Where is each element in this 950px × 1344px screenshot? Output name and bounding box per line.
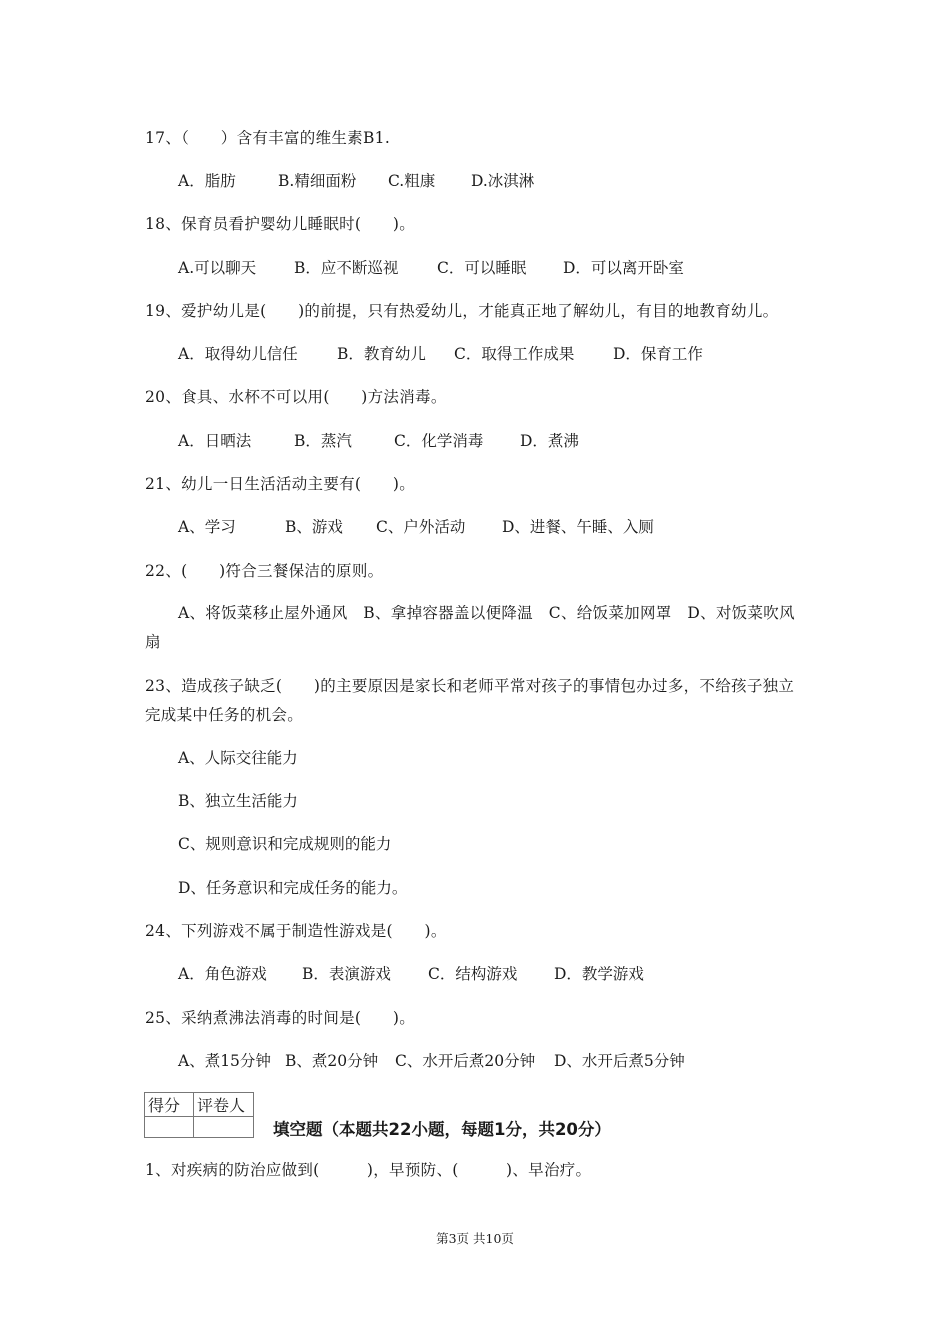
option-c: C．结构游戏 [428, 965, 518, 983]
option-c: C、水开后煮20分钟 [395, 1052, 536, 1070]
option-a: A.可以聊天 [178, 259, 257, 277]
option-a: A．脂肪 [178, 172, 236, 190]
option-d: D．煮沸 [520, 432, 579, 450]
option-c: C．可以睡眠 [437, 259, 527, 277]
option-b: B．表演游戏 [302, 965, 391, 983]
section-title: 填空题（本题共22小题，每题1分，共20分） [273, 1120, 611, 1139]
question-22-options: A、将饭菜移止屋外通风 B、拿掉容器盖以便降温 C、给饭菜加网罩 D、对饭菜吹风扇 [145, 604, 795, 651]
question-24-options [178, 964, 644, 984]
question-25-options [178, 1051, 685, 1071]
option-d: D．教学游戏 [554, 965, 644, 983]
question-25-stem: 25、采纳煮沸法消毒的时间是( )。 [145, 1009, 416, 1027]
option-b: B、煮20分钟 [285, 1052, 379, 1070]
question-22-stem: 22、( )符合三餐保洁的原则。 [145, 562, 384, 580]
score-label: 得分 [145, 1093, 194, 1117]
page-footer: 第3页 共10页 [436, 1231, 514, 1246]
grader-cell[interactable] [194, 1117, 254, 1138]
question-18-options [178, 258, 684, 278]
question-17-options [178, 171, 534, 191]
option-a: A．日晒法 [178, 432, 252, 450]
option-b: B．蒸汽 [294, 432, 352, 450]
question-21-stem: 21、幼儿一日生活活动主要有( )。 [145, 475, 416, 493]
option-a: A、学习 [178, 518, 236, 536]
option-a: A、煮15分钟 [178, 1052, 271, 1070]
option-b: B．教育幼儿 [337, 345, 426, 363]
question-18-stem: 18、保育员看护婴幼儿睡眠时( )。 [145, 215, 416, 233]
question-17-stem: 17、（ ）含有丰富的维生素B1. [145, 129, 391, 147]
option-a: A．角色游戏 [178, 965, 267, 983]
question-23-option-c: C、规则意识和完成规则的能力 [178, 835, 392, 853]
option-c: C.粗康 [388, 172, 436, 190]
question-24-stem: 24、下列游戏不属于制造性游戏是( )。 [145, 922, 447, 940]
option-d: D、进餐、午睡、入厕 [502, 518, 654, 536]
option-c: C、户外活动 [376, 518, 466, 536]
question-20-options [178, 431, 579, 451]
question-23-option-a: A、人际交往能力 [178, 749, 298, 767]
option-d: D．保育工作 [613, 345, 703, 363]
question-19-stem: 19、爱护幼儿是( )的前提，只有热爱幼儿，才能真正地了解幼儿，有目的地教育幼儿。 [145, 302, 779, 320]
fill-blank-question-1: 1、对疾病的防治应做到( )，早预防、( )、早治疗。 [145, 1161, 592, 1179]
option-d: D.冰淇淋 [471, 172, 535, 190]
option-b: B．应不断巡视 [294, 259, 399, 277]
score-cell[interactable] [145, 1117, 194, 1138]
question-19-options [178, 344, 703, 364]
option-b: B.精细面粉 [278, 172, 357, 190]
option-c: C．化学消毒 [394, 432, 484, 450]
question-23-option-b: B、独立生活能力 [178, 792, 298, 810]
grader-label: 评卷人 [194, 1093, 254, 1117]
option-a: A．取得幼儿信任 [178, 345, 298, 363]
option-d: D、水开后煮5分钟 [554, 1052, 685, 1070]
option-d: D．可以离开卧室 [563, 259, 684, 277]
question-21-options [178, 517, 654, 537]
question-23-stem: 23、造成孩子缺乏( )的主要原因是家长和老师平常对孩子的事情包办过多，不给孩子独立完成某中任务的机会。 [145, 677, 795, 724]
option-b: B、游戏 [285, 518, 343, 536]
question-23-option-d: D、任务意识和完成任务的能力。 [178, 879, 408, 897]
score-table [144, 1092, 254, 1138]
option-c: C．取得工作成果 [454, 345, 575, 363]
question-20-stem: 20、食具、水杯不可以用( )方法消毒。 [145, 388, 447, 406]
